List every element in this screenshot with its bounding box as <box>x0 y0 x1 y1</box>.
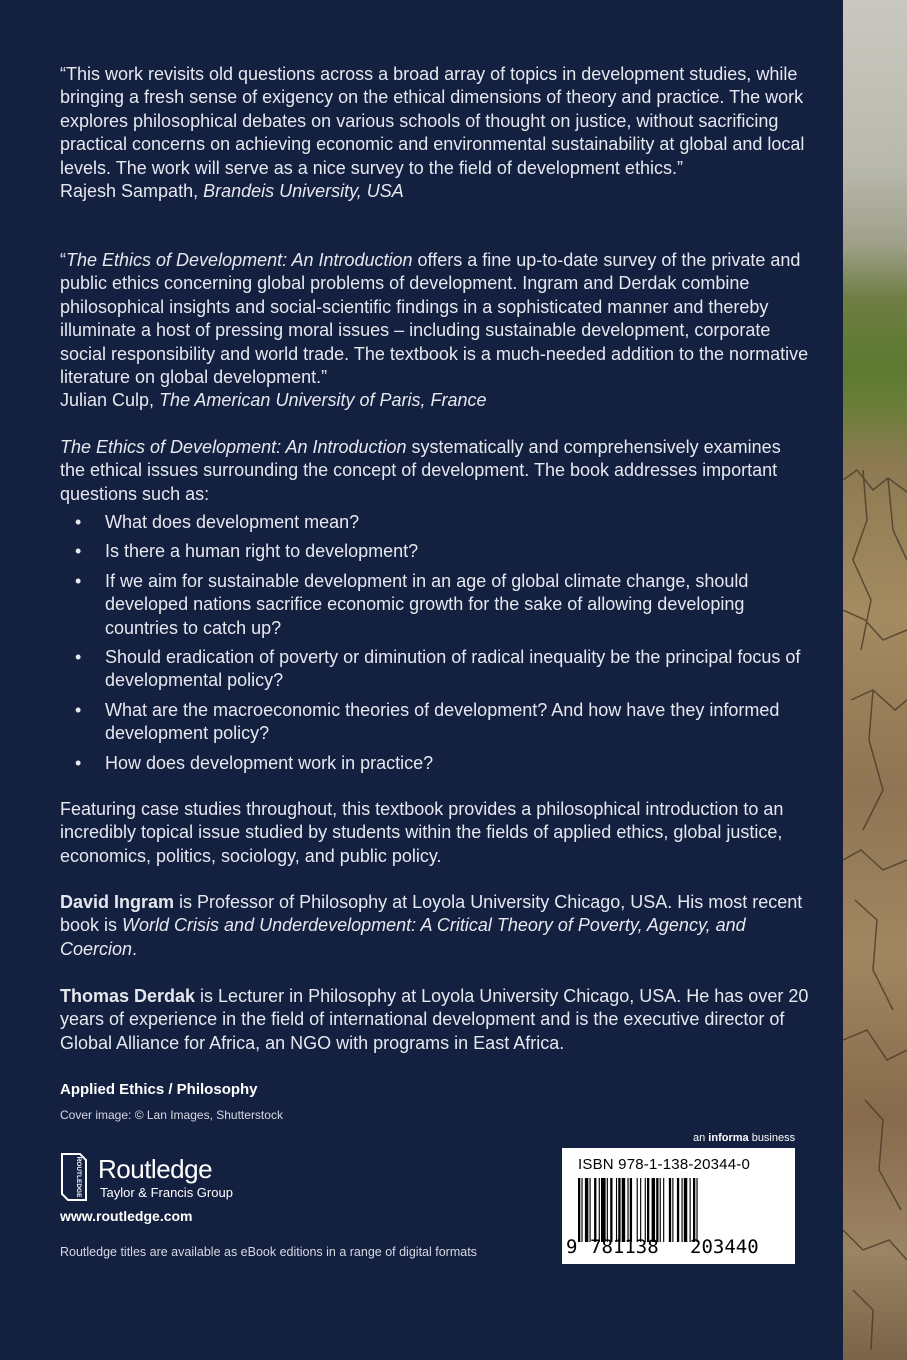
isbn-number: ISBN 978-1-138-20344-0 <box>578 1156 751 1173</box>
subject-category: Applied Ethics / Philosophy <box>60 1081 258 1098</box>
barcode-bar <box>590 1178 591 1242</box>
list-item: • What are the macroeconomic theories of development? And how have they informed development policy? <box>60 699 820 746</box>
question-list <box>60 511 820 781</box>
list-item: • How does development work in practice? <box>60 752 820 775</box>
barcode-bar <box>663 1178 664 1242</box>
barcode-bar <box>585 1178 588 1242</box>
intro-text: systematically and comprehensively examines the ethical issues surrounding the concept of development. The book addresses important questions such as: <box>60 437 781 504</box>
barcode-bar <box>599 1178 600 1242</box>
barcode-digits-right: 203440 <box>690 1236 759 1258</box>
barcode-bar <box>693 1178 695 1242</box>
barcode-digits-left: 781138 <box>590 1236 659 1258</box>
quote-2-author: Julian Culp, <box>60 390 160 411</box>
quote-2-text: offers a fine up-to-date survey of the private and public ethics concerning global problems of development. Ingram and Derdak combine philosophical insights and social-scientific findings in a sophisticated manner and thereby illuminate a host of pressing moral issues – including sustainable development, corporate social responsibility and world trade. The textbook is a much-needed addition to the normative literature on global development.” <box>60 250 809 388</box>
barcode-bar <box>656 1178 658 1242</box>
ebook-note: Routledge titles are available as eBook editions in a range of digital formats <box>60 1245 477 1259</box>
bio-2-text: is Lecturer in Philosophy at Loyola University Chicago, USA. He has over 20 years of experience in the field of international development and is the executive director of Global Alliance for Africa, an NGO with programs in East Africa. <box>60 986 809 1053</box>
barcode-bar <box>682 1178 683 1242</box>
publisher-name: Routledge <box>98 1154 213 1184</box>
barcode-bar <box>669 1178 671 1242</box>
quote-1-affiliation: Brandeis University, USA <box>203 181 404 202</box>
list-item: • If we aim for sustainable development in an age of global climate change, should developed nations sacrifice economic growth for the sake of allowing developing countries to catch up? <box>60 570 820 640</box>
barcode-bar <box>594 1178 596 1242</box>
barcode-bar <box>677 1178 679 1242</box>
featuring-text: Featuring case studies throughout, this textbook provides a philosophical introduction to an incredibly topical issue studied by students within the fields of applied ethics, global justice, economics, politics, sociology, and public policy. <box>60 799 784 866</box>
barcode-bars <box>578 1178 782 1242</box>
barcode-bar <box>652 1178 655 1242</box>
routledge-mark-text: ROUTLEDGE <box>75 1156 82 1198</box>
quote-1-text: “This work revisits old questions across a broad array of topics in development studies, while bringing a fresh sense of exigency on the ethical dimensions of theory and practice. The work explores philosophical debates on various schools of thought on justice, without sacrificing practical concerns on achieving economic and environmental sustainability at global and local levels. The work will serve as a nice survey to the field of development ethics.” <box>60 64 805 178</box>
cover-image-credit: Cover image: © Lan Images, Shutterstock <box>60 1108 283 1122</box>
author-bio-derdak <box>60 985 810 1055</box>
cover-photo-strip <box>843 0 907 1360</box>
barcode-bar <box>672 1178 673 1242</box>
author-bio-ingram <box>60 891 810 961</box>
barcode-bar <box>627 1178 628 1242</box>
review-quote-2 <box>60 249 810 413</box>
barcode-bar <box>581 1178 582 1242</box>
cracked-earth-image <box>843 0 907 1360</box>
list-item: • What does development mean? <box>60 511 820 534</box>
barcode-bar <box>647 1178 649 1242</box>
bio-1-book: World Crisis and Underdevelopment: A Critical Theory of Poverty, Agency, and Coercion <box>60 915 746 959</box>
barcode-bar <box>616 1178 617 1242</box>
barcode-bar <box>640 1178 641 1242</box>
routledge-logo <box>60 1152 260 1204</box>
barcode-bar <box>696 1178 697 1242</box>
review-quote-1 <box>60 63 810 203</box>
routledge-mark-icon <box>60 1152 88 1202</box>
isbn-barcode <box>562 1148 795 1264</box>
barcode-bar <box>684 1178 687 1242</box>
barcode-bar <box>607 1178 608 1242</box>
barcode-bar <box>610 1178 612 1242</box>
informa-business-tagline: an informa business <box>693 1132 796 1144</box>
barcode-bar <box>618 1178 620 1242</box>
barcode-bar <box>630 1178 632 1242</box>
barcode-bar <box>645 1178 646 1242</box>
quote-1-author: Rajesh Sampath, <box>60 181 204 202</box>
bio-1-name: David Ingram <box>60 892 175 912</box>
bio-1-end: . <box>132 938 138 959</box>
publisher-group: Taylor & Francis Group <box>100 1185 233 1200</box>
featuring-paragraph <box>60 798 810 868</box>
book-description <box>60 436 810 506</box>
barcode-bar <box>601 1178 606 1242</box>
barcode-bar <box>622 1178 625 1242</box>
intro-title: The Ethics of Development: An Introduction <box>60 437 407 457</box>
bio-2-name: Thomas Derdak <box>60 986 196 1006</box>
quote-2-open: “ <box>60 250 66 270</box>
publisher-url[interactable]: www.routledge.com <box>60 1208 193 1224</box>
bio-1-text: is Professor of Philosophy at Loyola University Chicago, USA. His most recent book is <box>60 892 803 936</box>
barcode-bar <box>578 1178 580 1242</box>
list-item: • Is there a human right to development? <box>60 540 820 563</box>
barcode-bar <box>637 1178 638 1242</box>
barcode-bar <box>660 1178 661 1242</box>
quote-2-title: The Ethics of Development: An Introduction <box>66 250 413 270</box>
barcode-bar <box>690 1178 691 1242</box>
quote-2-affiliation: The American University of Paris, France <box>159 390 487 411</box>
barcode-digit-first: 9 <box>566 1236 578 1258</box>
list-item: • Should eradication of poverty or diminution of radical inequality be the principal focus of developmental policy? <box>60 646 820 693</box>
